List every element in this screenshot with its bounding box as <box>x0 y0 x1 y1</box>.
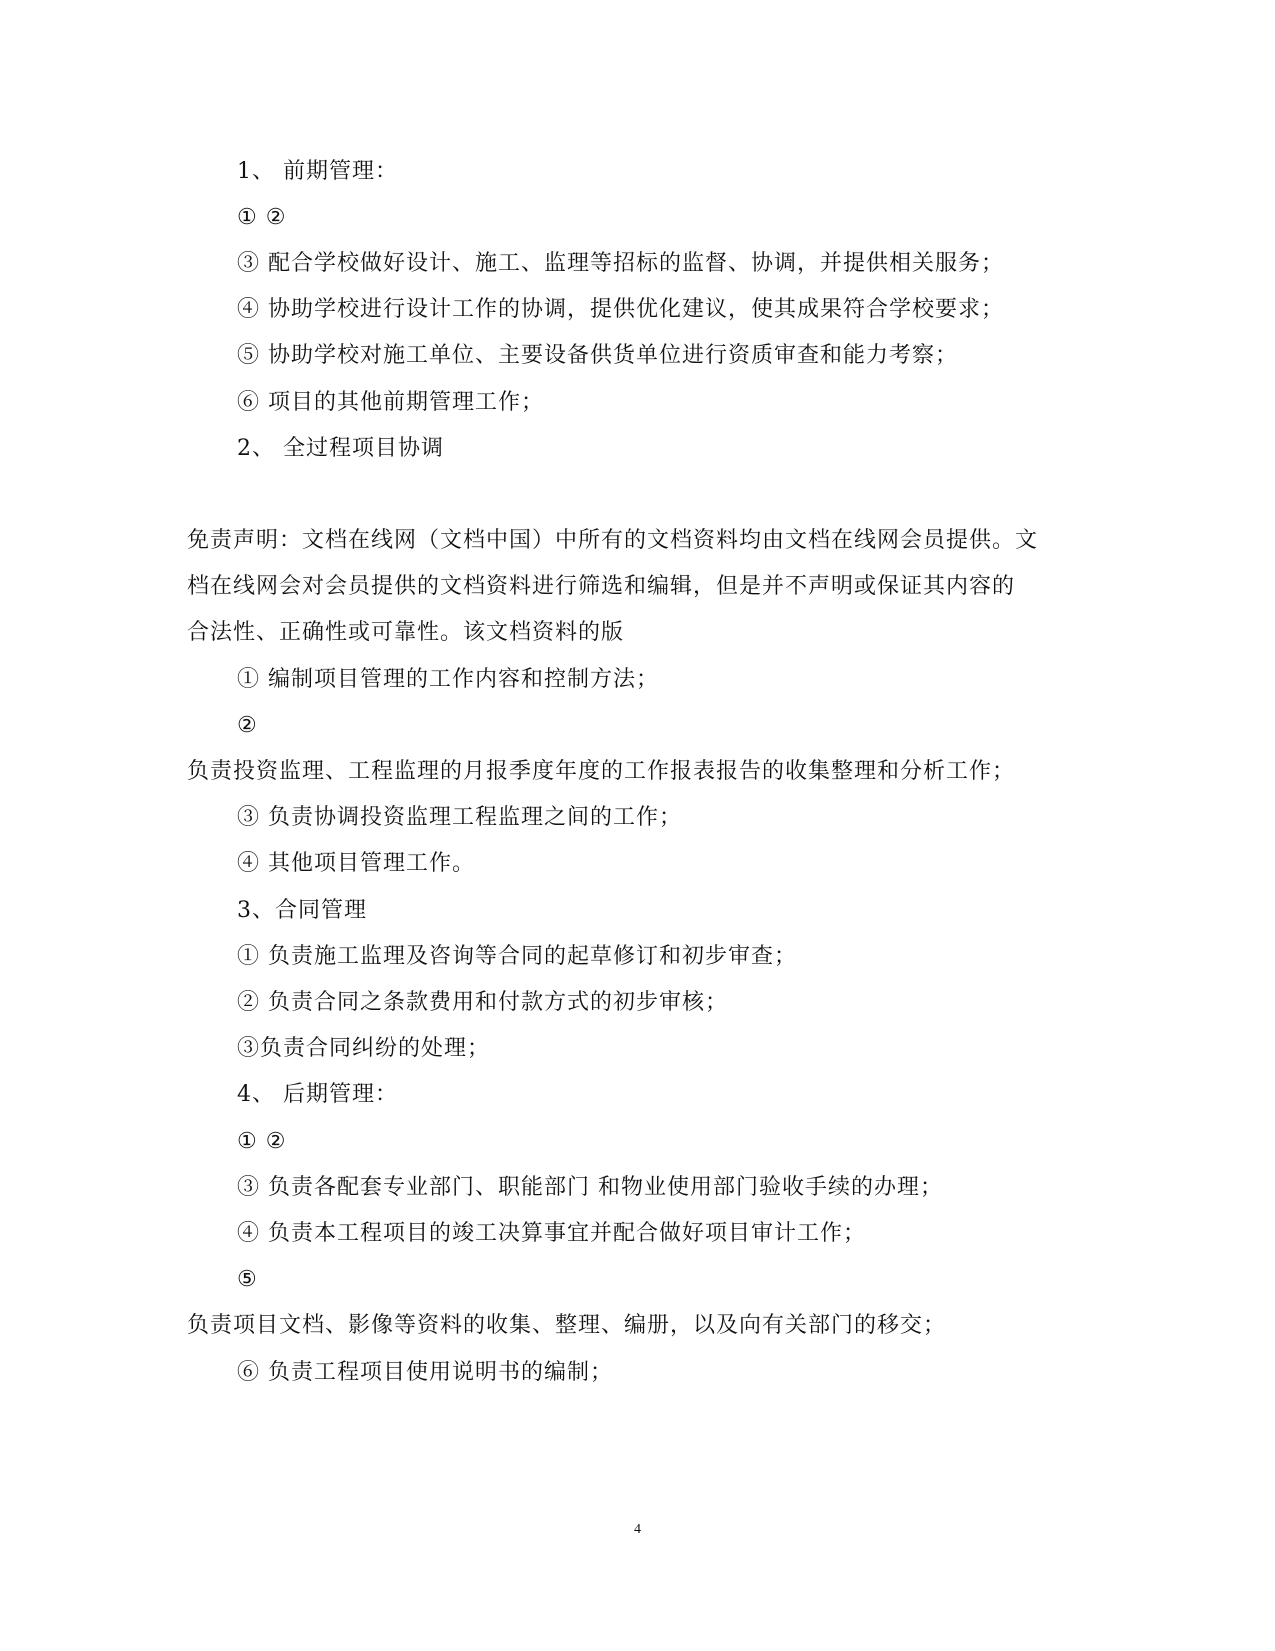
disclaimer-line: 档在线网会对会员提供的文档资料进行筛选和编辑，但是并不声明或保证其内容的 <box>187 574 1016 599</box>
paragraph-line: 负责项目文档、影像等资料的收集、整理、编册，以及向有关部门的移交； <box>187 1313 947 1338</box>
list-item: ④ 负责本工程项目的竣工决算事宜并配合做好项目审计工作； <box>237 1221 866 1246</box>
list-item: ① 编制项目管理的工作内容和控制方法； <box>237 667 659 692</box>
section-heading-3: 3、合同管理 <box>237 898 367 923</box>
section-heading-4: 4、 后期管理： <box>237 1082 398 1107</box>
section-heading-1: 1、 前期管理： <box>237 159 398 184</box>
disclaimer-line: 合法性、正确性或可靠性。该文档资料的版 <box>187 620 625 645</box>
list-item: ⑥ 项目的其他前期管理工作； <box>237 390 544 415</box>
list-item: ① ② <box>237 1129 287 1154</box>
list-item: ⑤ 协助学校对施工单位、主要设备供货单位进行资质审查和能力考察； <box>237 343 958 368</box>
list-item: ③ 负责各配套专业部门、职能部门 和物业使用部门验收手续的办理； <box>237 1175 943 1200</box>
list-item: ① ② <box>237 205 287 230</box>
list-item: ③ 负责协调投资监理工程监理之间的工作； <box>237 805 682 830</box>
list-item: ⑥ 负责工程项目使用说明书的编制； <box>237 1360 613 1385</box>
list-item: ⑤ <box>237 1267 258 1292</box>
paragraph-line: 负责投资监理、工程监理的月报季度年度的工作报表报告的收集整理和分析工作； <box>187 759 1016 784</box>
list-item: ④ 协助学校进行设计工作的协调，提供优化建议，使其成果符合学校要求； <box>237 297 1004 322</box>
list-item: ① 负责施工监理及咨询等合同的起草修订和初步审查； <box>237 944 797 969</box>
list-item: ③负责合同纠纷的处理； <box>237 1036 491 1061</box>
page-number: 4 <box>634 1522 641 1537</box>
list-item: ④ 其他项目管理工作。 <box>237 851 475 876</box>
list-item: ③ 配合学校做好设计、施工、监理等招标的监督、协调，并提供相关服务； <box>237 251 1004 276</box>
disclaimer-line: 免责声明：文档在线网（文档中国）中所有的文档资料均由文档在线网会员提供。文 <box>187 528 1039 553</box>
list-item: ② 负责合同之条款费用和付款方式的初步审核； <box>237 990 728 1015</box>
list-item: ② <box>237 713 258 738</box>
section-heading-2: 2、 全过程项目协调 <box>237 436 444 461</box>
